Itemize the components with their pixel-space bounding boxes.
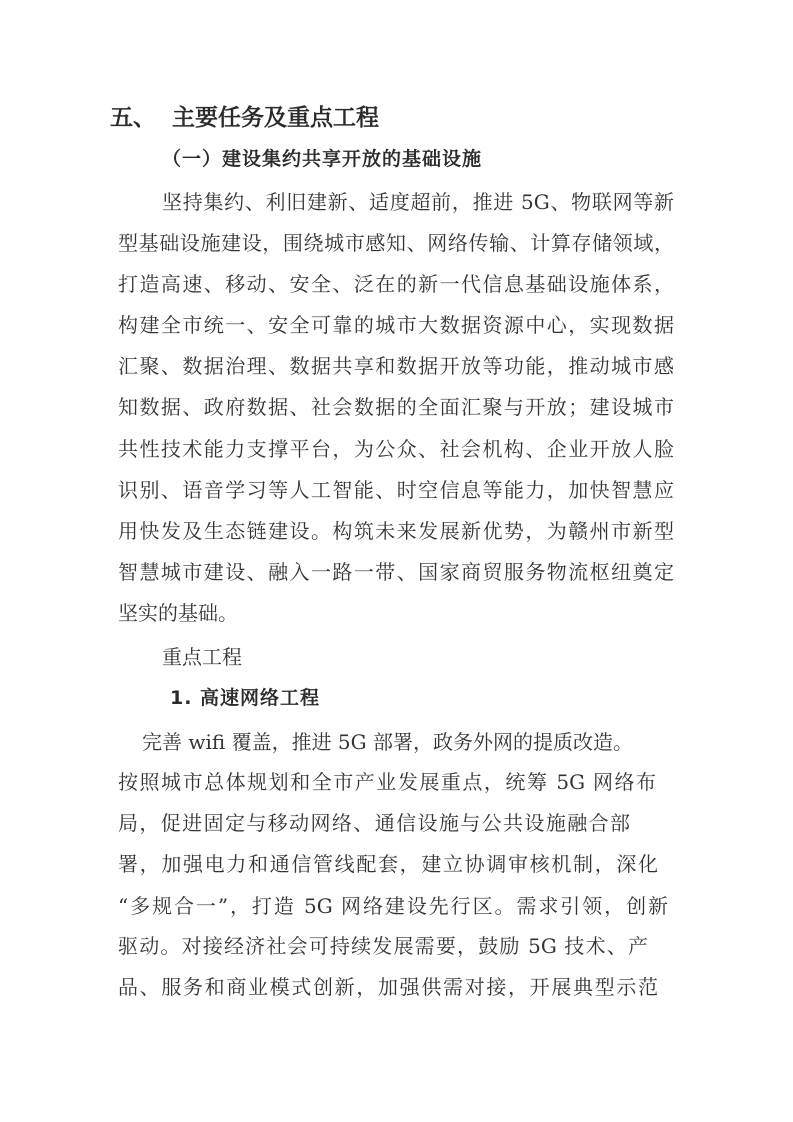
- section-number: 五、: [110, 105, 156, 131]
- paragraph-1-line: 汇聚、数据治理、数据共享和数据开放等功能，推动城市感: [118, 354, 674, 378]
- paragraph-2-line: 局，促进固定与移动网络、通信设施与公共设施融合部: [118, 811, 630, 835]
- paragraph-1-line: 构建全市统一、安全可靠的城市大数据资源中心，实现数据: [118, 313, 674, 337]
- paragraph-1-line: 知数据、政府数据、社会数据的全面汇聚与开放；建设城市: [118, 395, 674, 419]
- paragraph-2-line: 按照城市总体规划和全市产业发展重点，统筹 5G 网络布: [118, 770, 656, 794]
- paragraph-1-line: 智慧城市建设、融入一路一带、国家商贸服务物流枢纽奠定: [118, 560, 674, 584]
- item-heading: 1. 高速网络工程: [170, 687, 321, 709]
- paragraph-1-line: 型基础设施建设，围绕城市感知、网络传输、计算存储领域，: [118, 231, 674, 255]
- paragraph-1-line: 共性技术能力支撑平台，为公众、社会机构、企业开放人脸: [118, 437, 674, 461]
- paragraph-2-line: 驱动。对接经济社会可持续发展需要，鼓励 5G 技术、产: [118, 934, 648, 958]
- section-heading: [110, 104, 379, 132]
- key-projects-label: 重点工程: [162, 645, 242, 669]
- paragraph-1-line: 识别、语音学习等人工智能、时空信息等能力，加快智慧应: [118, 478, 674, 502]
- paragraph-1-line: 坚持集约、利旧建新、适度超前，推进 5G、物联网等新: [162, 190, 674, 214]
- paragraph-1-line: 用快发及生态链建设。构筑未来发展新优势，为赣州市新型: [118, 519, 674, 543]
- subsection-heading: （一）建设集约共享开放的基础设施: [162, 148, 483, 170]
- paragraph-1-line: 坚实的基础。: [118, 601, 238, 625]
- paragraph-2-line: “多规合一”，打造 5G 网络建设先行区。需求引领，创新: [118, 894, 668, 918]
- paragraph-1-line: 打造高速、移动、安全、泛在的新一代信息基础设施体系，: [118, 272, 674, 296]
- paragraph-2-line: 完善 wifi 覆盖，推进 5G 部署，政务外网的提质改造。: [142, 730, 633, 754]
- section-title: 主要任务及重点工程: [172, 105, 379, 131]
- paragraph-2-line: 署，加强电力和通信管线配套，建立协调审核机制，深化: [118, 852, 658, 876]
- paragraph-2-line: 品、服务和商业模式创新，加强供需对接，开展典型示范: [118, 975, 658, 999]
